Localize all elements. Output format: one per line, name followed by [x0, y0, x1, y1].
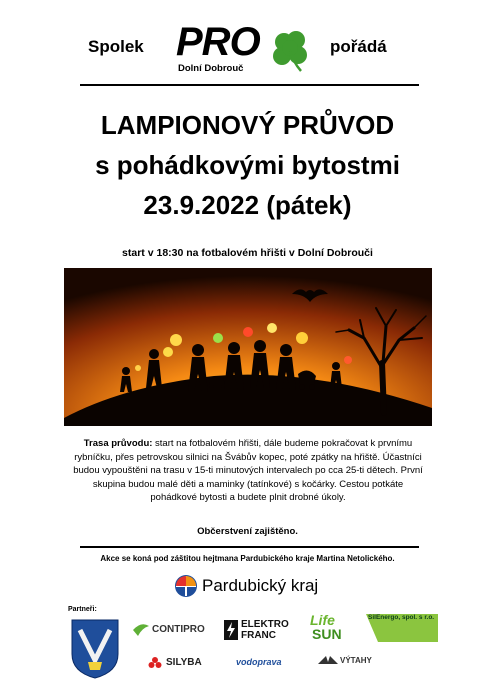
partner-silenergo — [366, 612, 438, 644]
event-subtitle: s pohádkovými bytostmi — [95, 150, 400, 180]
partner-name: Life — [310, 612, 335, 628]
partner-name: FRANC — [241, 630, 276, 641]
partner-elektro-franc — [224, 618, 296, 642]
event-date: 23.9.2022 (pátek) — [143, 190, 352, 220]
start-info: start v 18:30 na fotbalovém hřišti v Dolní Dobrouči — [122, 247, 373, 259]
partner-name: SUN — [312, 626, 342, 642]
partner-contipro — [132, 620, 214, 640]
header-left-text: Spolek — [88, 37, 144, 56]
vytahy-wing-icon — [318, 654, 338, 668]
event-title: LAMPIONOVÝ PRŮVOD — [100, 110, 395, 140]
partner-name: SILYBA — [166, 657, 202, 668]
partner-vodoprava — [236, 654, 298, 672]
partner-name: vodoprava — [236, 657, 282, 667]
partner-silyba — [148, 654, 212, 672]
logo-sub-text: Dolní Dobrouč — [178, 63, 244, 74]
region-name: Pardubický kraj — [202, 576, 319, 595]
lantern-parade-illustration — [64, 268, 432, 426]
partner-vytahy — [318, 652, 378, 672]
partner-name: ELEKTRO — [241, 619, 289, 630]
silyba-flower-icon — [148, 656, 162, 670]
partner-name: VÝTAHY — [340, 656, 372, 665]
patronage-note: Akce se koná pod záštitou hejtmana Pardubického kraje Martina Netolického. — [100, 554, 395, 563]
route-lead: Trasa průvodu: — [83, 438, 153, 449]
coat-of-arms-icon — [70, 618, 120, 680]
logo-main-text: PRO — [176, 20, 260, 64]
elektro-bolt-icon — [224, 620, 238, 640]
route-text: start na fotbalovém hřišti, dále budeme pokračovat k prvnímu rybníčku, přes petrovskou silnici na Švábův kopec, poté zpátky na hřiště. Účastníci budou vypouštěni na trasu v 15-ti minutových intervalech po cca 25-ti dětech. První skupina budou malé děti a maminky (tatínkové) s kočárky. Cestou potkáte pohádkové bytosti a budete plnit drobné úkoly. — [73, 438, 423, 504]
pardubice-region-logo — [174, 573, 354, 599]
contipro-leaf-icon — [132, 621, 150, 639]
top-divider — [80, 84, 419, 86]
partner-life-sun — [308, 612, 364, 644]
pardubice-region-icon — [174, 574, 198, 598]
four-leaf-clover-icon — [268, 30, 316, 74]
partner-name: CONTIPRO — [152, 624, 205, 635]
bottom-divider — [80, 546, 419, 548]
pro-dolni-dobrouc-logo — [172, 20, 322, 82]
header-right-text: pořádá — [330, 37, 387, 56]
route-description — [72, 437, 424, 505]
refreshment-note: Občerstvení zajištěno. — [197, 526, 298, 537]
partner-name: SilEnergo, spol. s r.o. — [368, 614, 435, 621]
partners-label: Partneři: — [68, 606, 97, 613]
